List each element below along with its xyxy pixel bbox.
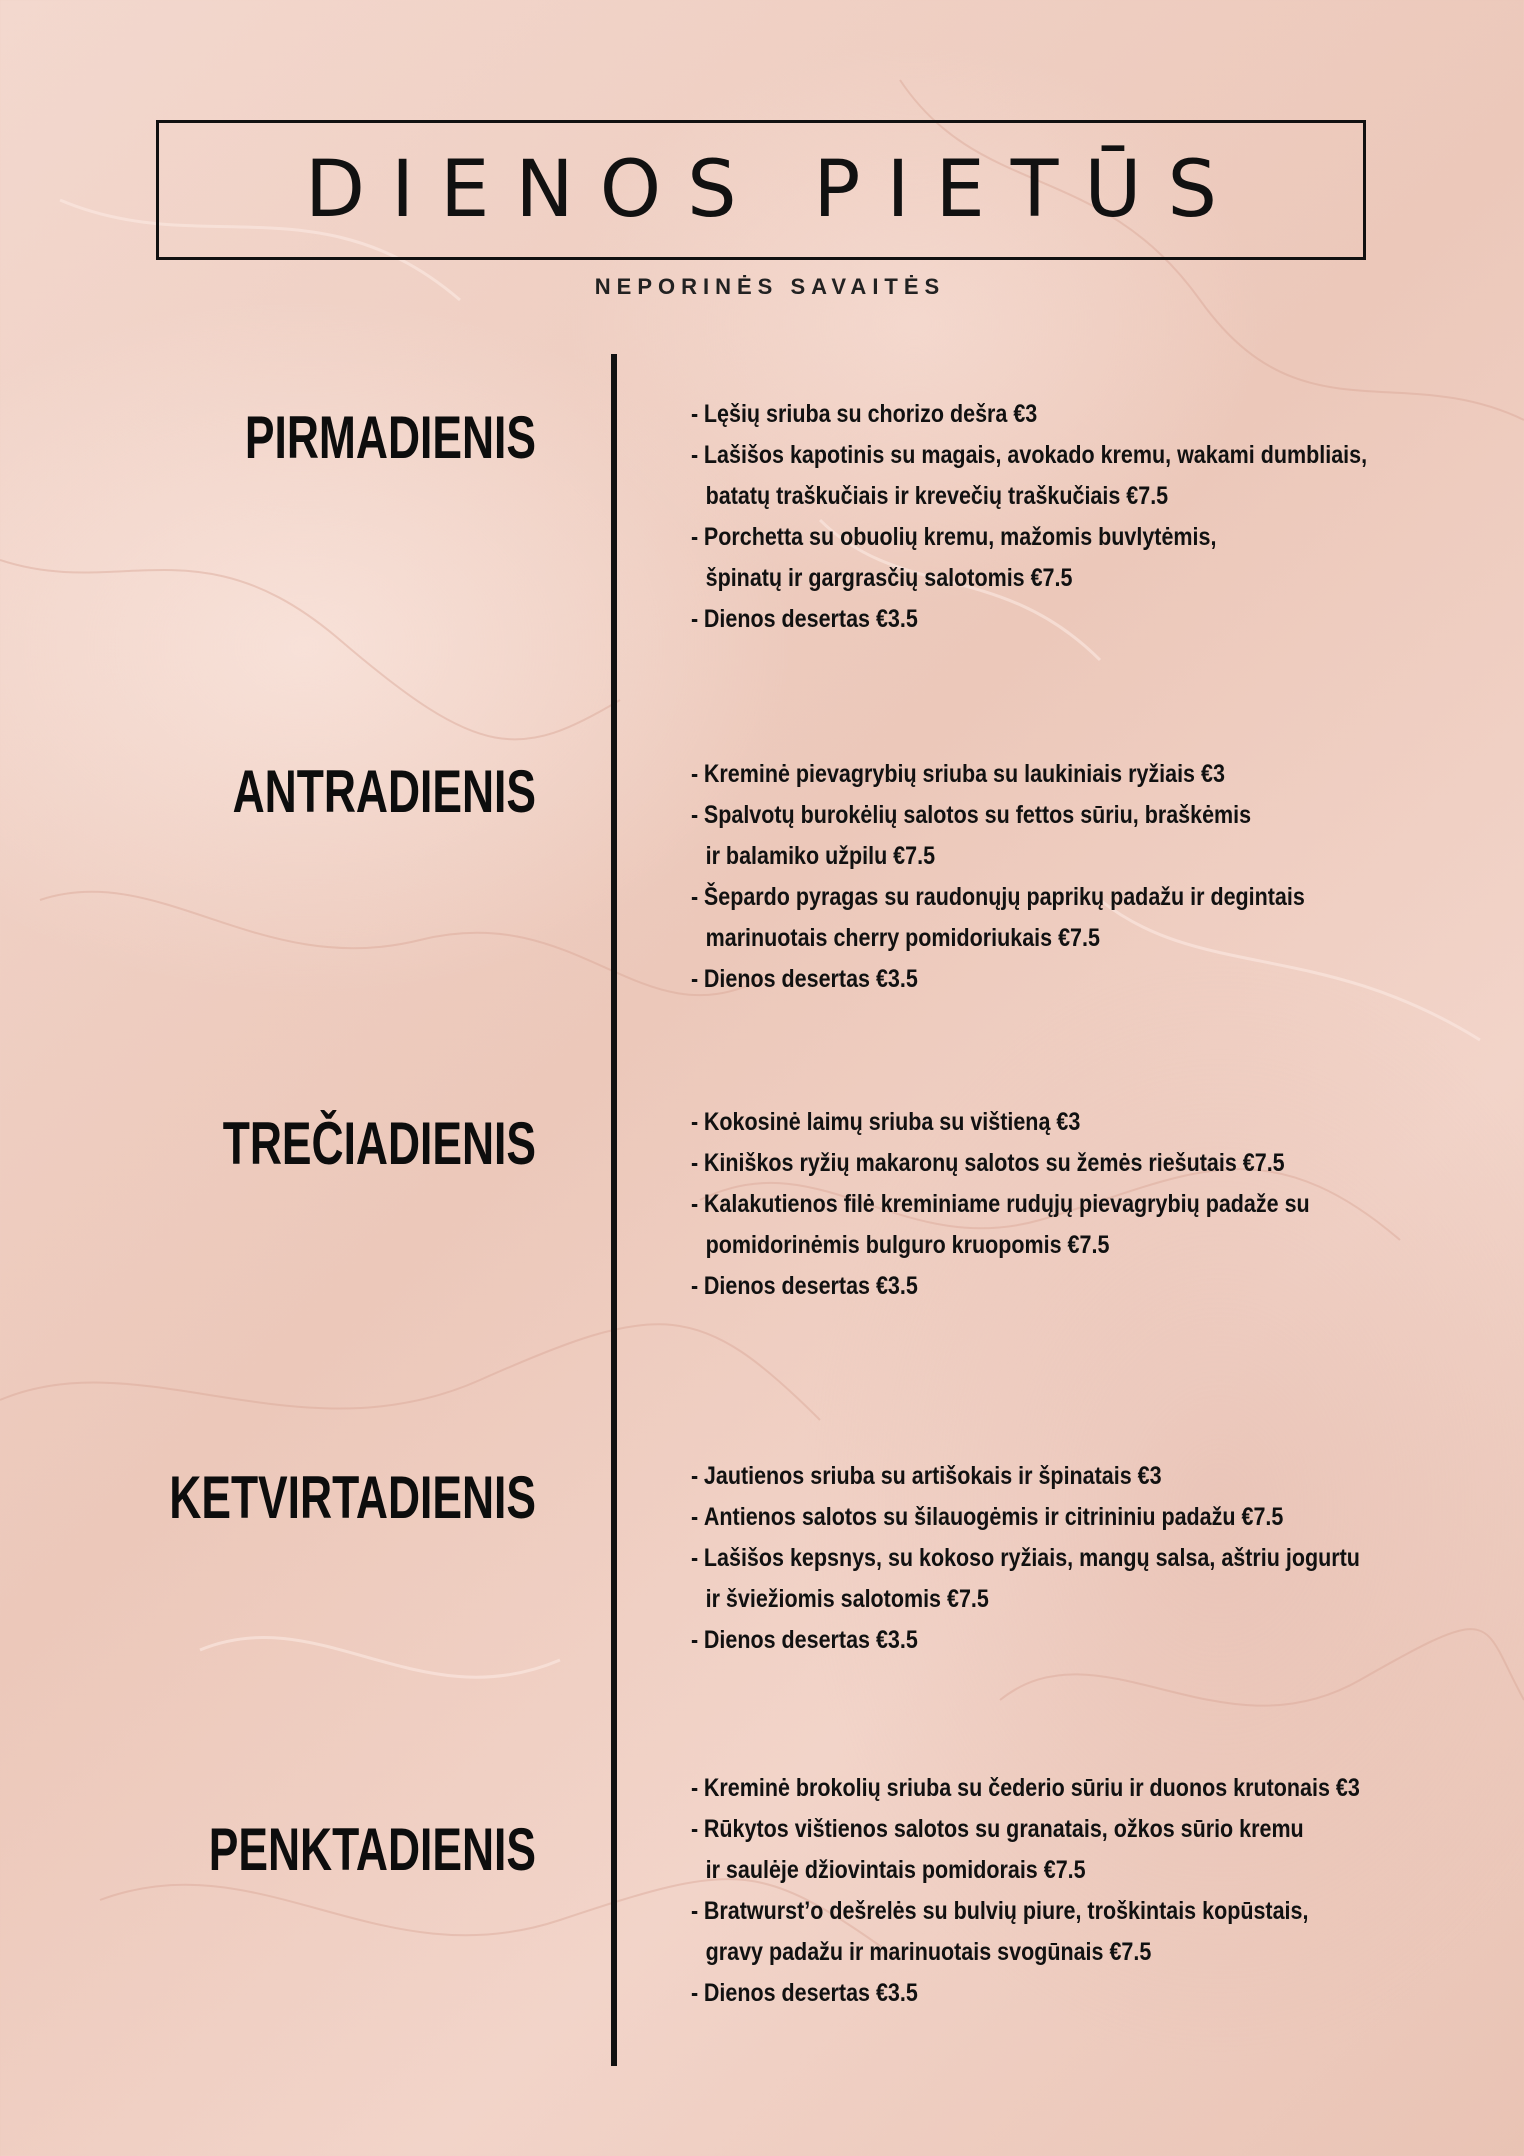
vertical-divider <box>611 354 617 2066</box>
menu-item: - Šepardo pyragas su raudonųjų paprikų padažu ir degintais marinuotais cherry pomidoriukais €7.5 <box>691 883 1305 952</box>
menu-item: - Kreminė brokolių sriuba su čederio sūriu ir duonos krutonais €3 <box>691 1774 1360 1802</box>
menu-item: - Kokosinė laimų sriuba su vištieną €3 <box>691 1108 1081 1136</box>
title-box <box>156 120 1366 260</box>
menu-list-wednesday <box>691 1102 1411 1307</box>
menu-list-tuesday <box>691 754 1411 1000</box>
menu-item: - Kalakutienos filė kreminiame rudųjų pievagrybių padaže su pomidorinėmis bulguro kruopomis €7.5 <box>691 1190 1310 1259</box>
day-heading-friday: PENKTADIENIS <box>208 1816 536 1883</box>
menu-item: - Lašišos kepsnys, su kokoso ryžiais, mangų salsa, aštriu jogurtu ir šviežiomis salotomis €7.5 <box>691 1544 1360 1613</box>
menu-item: - Jautienos sriuba su artišokais ir špinatais €3 <box>691 1462 1162 1490</box>
menu-item: - Kreminė pievagrybių sriuba su laukiniais ryžiais €3 <box>691 760 1225 788</box>
page-subtitle: NEPORINĖS SAVAITĖS <box>594 274 946 299</box>
menu-list-monday <box>691 394 1411 640</box>
menu-item: - Lašišos kapotinis su magais, avokado kremu, wakami dumbliais, batatų traškučiais ir krevečių traškučiais €7.5 <box>691 441 1368 510</box>
day-heading-thursday: KETVIRTADIENIS <box>169 1464 536 1531</box>
menu-item: - Porchetta su obuolių kremu, mažomis buvlytėmis, špinatų ir gargrasčių salotomis €7.5 <box>691 523 1217 592</box>
menu-item: - Rūkytos vištienos salotos su granatais, ožkos sūrio kremu ir saulėje džiovintais pomidorais €7.5 <box>691 1815 1304 1884</box>
day-heading-tuesday: ANTRADIENIS <box>232 758 536 825</box>
menu-item: - Bratwurst’o dešrelės su bulvių piure, troškintais kopūstais, gravy padažu ir marinuotais svogūnais €7.5 <box>691 1897 1309 1966</box>
menu-list-thursday <box>691 1456 1411 1661</box>
page-title: DIENOS PIETŪS <box>305 145 1243 235</box>
menu-item: - Dienos desertas €3.5 <box>691 1626 918 1654</box>
menu-item: - Lęšių sriuba su chorizo dešra €3 <box>691 400 1038 428</box>
menu-item: - Dienos desertas €3.5 <box>691 965 918 993</box>
menu-item: - Dienos desertas €3.5 <box>691 1979 918 2007</box>
menu-item: - Spalvotų burokėlių salotos su fettos sūriu, braškėmis ir balamiko užpilu €7.5 <box>691 801 1252 870</box>
menu-item: - Kiniškos ryžių makaronų salotos su žemės riešutais €7.5 <box>691 1149 1285 1177</box>
menu-item: - Dienos desertas €3.5 <box>691 1272 918 1300</box>
menu-item: - Dienos desertas €3.5 <box>691 605 918 633</box>
menu-list-friday <box>691 1768 1411 2014</box>
day-heading-wednesday: TREČIADIENIS <box>222 1110 536 1177</box>
day-heading-monday: PIRMADIENIS <box>244 404 537 471</box>
menu-item: - Antienos salotos su šilauogėmis ir citrininiu padažu €7.5 <box>691 1503 1284 1531</box>
